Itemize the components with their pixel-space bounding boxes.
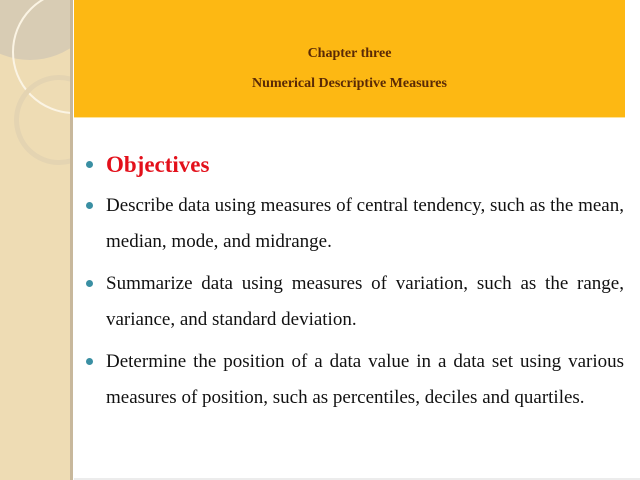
decorative-side-panel <box>0 0 70 480</box>
bullet-dot-icon <box>86 358 93 365</box>
heading-text: Objectives <box>106 152 210 177</box>
objectives-heading <box>84 146 624 184</box>
bullet-text: Determine the position of a data value in a data set using various measures of position, such as percentiles, deciles and quartiles. <box>106 351 624 408</box>
bullet-item <box>84 188 624 260</box>
slide-subtitle: Numerical Descriptive Measures <box>252 76 447 91</box>
slide-body <box>84 146 624 416</box>
panel-divider <box>70 0 73 480</box>
bullet-item <box>84 266 624 338</box>
chapter-title: Chapter three <box>307 46 392 61</box>
bullet-dot-icon <box>86 161 93 168</box>
bullet-item <box>84 344 624 416</box>
bullet-dot-icon <box>86 202 93 209</box>
bullet-text: Summarize data using measures of variation, such as the range, variance, and standard deviation. <box>106 273 624 330</box>
bullet-dot-icon <box>86 280 93 287</box>
decorative-ring-icon <box>14 75 70 165</box>
bullet-text: Describe data using measures of central tendency, such as the mean, median, mode, and midrange. <box>106 195 624 252</box>
slide-title-banner <box>74 0 625 118</box>
